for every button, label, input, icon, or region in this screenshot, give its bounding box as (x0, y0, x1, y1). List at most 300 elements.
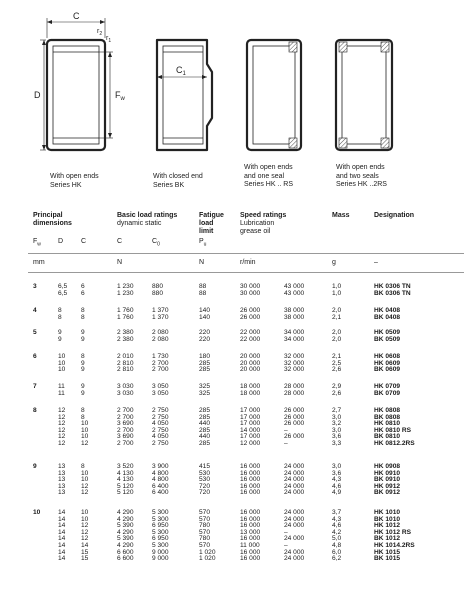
cell-pu: 720 (199, 482, 211, 490)
dim-label-fw: $F_w$ (115, 90, 125, 102)
cell-pu: 285 (199, 440, 211, 447)
cell-c-dynamic: 4 290 (117, 542, 134, 549)
cell-pu: 440 (199, 433, 211, 441)
cell-speed-oil: 26 000 (284, 413, 305, 421)
cell-designation: HK 1015 (374, 548, 401, 556)
cell-c-dynamic: 5 120 (117, 482, 134, 490)
cell-d: 14 (58, 522, 66, 530)
cell-c-dynamic: 5 390 (117, 522, 134, 530)
unit-speed: r/min (240, 259, 256, 266)
cell-mass: 1,0 (332, 283, 342, 290)
cell-c0-static: 4 800 (152, 469, 169, 477)
cell-c0-static: 1 730 (152, 353, 169, 360)
cell-d: 14 (58, 515, 66, 523)
cell-c0-static: 6 400 (152, 489, 169, 497)
cell-speed-grease: 17 000 (240, 433, 261, 441)
cell-designation: HK 0608 (374, 353, 401, 360)
cell-pu: 88 (199, 283, 207, 290)
cell-c-dynamic: 3 520 (117, 463, 134, 470)
cell-speed-grease: 17 000 (240, 420, 261, 428)
header-sym-fw: $F_w$ (33, 238, 41, 248)
cell-c0-static: 3 050 (152, 389, 169, 397)
cell-d: 6,5 (58, 283, 68, 290)
cell-designation: HK 0912 (374, 482, 401, 490)
cell-speed-oil: 24 000 (284, 482, 305, 490)
cell-mass: 3,6 (332, 469, 342, 477)
cell-fw: 9 (33, 463, 37, 470)
cell-speed-oil: 32 000 (284, 366, 305, 374)
cell-speed-oil: 24 000 (284, 463, 305, 470)
header-fatigue: Fatigue load limit (199, 212, 224, 235)
cell-fw: 6 (33, 353, 37, 360)
cell-c0-static: 2 750 (152, 426, 169, 434)
cell-c0-static: 5 300 (152, 509, 169, 516)
cell-designation: BK 0509 (374, 335, 401, 343)
cell-c0-static: 880 (152, 283, 164, 290)
header-sym-c-dyn: C (117, 238, 123, 245)
cell-c: 10 (81, 509, 89, 516)
unit-n-load: N (117, 259, 123, 266)
cell-pu: 140 (199, 313, 211, 321)
cell-designation: HK 1010 (374, 509, 401, 516)
drawing-hk-rs-one-seal (247, 40, 301, 150)
header-load-ratings: Basic load ratings (117, 212, 178, 219)
cell-pu: 1 020 (199, 555, 216, 563)
cell-fw: 7 (33, 383, 37, 390)
header-sym-pu: $P_u$ (199, 238, 207, 248)
cell-c0-static: 3 050 (152, 383, 169, 390)
cell-c: 8 (81, 307, 85, 314)
cell-mass: 4,6 (332, 522, 342, 530)
dim-label-r1: $r_1$ (106, 35, 112, 44)
cell-speed-grease: 30 000 (240, 289, 261, 297)
cell-c-dynamic: 5 120 (117, 489, 134, 497)
cell-speed-oil: 32 000 (284, 359, 305, 367)
cell-speed-oil: 24 000 (284, 469, 305, 477)
cell-speed-oil: 26 000 (284, 407, 305, 414)
cell-speed-grease: 16 000 (240, 548, 261, 556)
cell-c0-static: 6 950 (152, 535, 169, 543)
cell-d: 12 (58, 420, 66, 428)
cell-speed-oil: 32 000 (284, 353, 305, 360)
cell-speed-grease: 18 000 (240, 389, 261, 397)
cell-c: 9 (81, 389, 85, 397)
dim-label-d: D (34, 90, 41, 100)
header-sym-c: C (81, 238, 87, 245)
cell-c: 15 (81, 555, 89, 563)
cell-c-dynamic: 2 700 (117, 407, 134, 414)
cell-pu: 530 (199, 469, 211, 477)
cell-c0-static: 2 750 (152, 413, 169, 421)
bearing-drawings (0, 0, 476, 200)
cell-designation: HK 0812.2RS (374, 440, 415, 447)
cell-c: 12 (81, 528, 89, 536)
cell-c-dynamic: 6 600 (117, 555, 134, 563)
cell-speed-oil: 34 000 (284, 329, 305, 336)
cell-mass: 6,0 (332, 548, 342, 556)
caption-series-hk-rs: With open ends and one seal Series HK .. RS (244, 164, 294, 188)
cell-pu: 530 (199, 476, 211, 484)
cell-mass: 2,0 (332, 329, 342, 336)
cell-pu: 440 (199, 420, 211, 428)
cell-d: 12 (58, 433, 66, 441)
cell-pu: 285 (199, 359, 211, 367)
cell-pu: 285 (199, 426, 211, 434)
cell-speed-grease: 22 000 (240, 335, 261, 343)
caption-series-hk-2rs: With open ends and two seals Series HK ..2RS (336, 164, 387, 188)
cell-designation: BK 1015 (374, 555, 401, 563)
cell-c-dynamic: 2 700 (117, 426, 134, 434)
caption-series-bk: With closed end Series BK (153, 173, 203, 189)
cell-speed-grease: 20 000 (240, 366, 261, 374)
cell-mass: 4,3 (332, 515, 342, 523)
cell-designation: BK 0408 (374, 313, 401, 321)
unit-n-fatigue: N (199, 259, 205, 266)
header-speed-sub: Lubrication (240, 220, 275, 227)
cell-mass: 3,6 (332, 433, 342, 441)
cell-mass: 2,6 (332, 389, 342, 397)
cell-c-dynamic: 2 380 (117, 329, 134, 336)
cell-c: 8 (81, 313, 85, 321)
cell-pu: 570 (199, 528, 211, 536)
cell-mass: 5,0 (332, 535, 342, 543)
cell-speed-oil: 26 000 (284, 420, 305, 428)
cell-c0-static: 2 700 (152, 359, 169, 367)
cell-designation: BK 1010 (374, 515, 401, 523)
cell-d: 13 (58, 482, 66, 490)
cell-c: 9 (81, 383, 85, 390)
cell-speed-grease: 17 000 (240, 413, 261, 421)
cell-designation: HK 0910 (374, 469, 401, 477)
cell-c: 8 (81, 407, 85, 414)
cell-fw: 10 (33, 509, 41, 516)
cell-designation: BK 1012 (374, 535, 401, 543)
cell-designation: BK 0609 (374, 366, 401, 374)
cell-c: 9 (81, 329, 85, 336)
cell-mass: 2,6 (332, 366, 342, 374)
cell-c-dynamic: 1 760 (117, 313, 134, 321)
cell-d: 11 (58, 383, 65, 390)
cell-c: 15 (81, 548, 89, 556)
cell-c-dynamic: 2 810 (117, 366, 134, 374)
cell-designation: HK 0810 RS (374, 426, 412, 434)
cell-designation: HK 0306 TN (374, 283, 411, 290)
cell-speed-oil: 43 000 (284, 289, 305, 297)
cell-designation: BK 0912 (374, 489, 401, 497)
cell-c: 14 (81, 542, 89, 549)
cell-d: 14 (58, 555, 66, 563)
cell-pu: 570 (199, 515, 211, 523)
cell-speed-oil: 28 000 (284, 383, 305, 390)
cell-mass: 3,3 (332, 440, 342, 447)
cell-speed-grease: 16 000 (240, 482, 261, 490)
cell-designation: HK 0908 (374, 463, 401, 470)
cell-c-dynamic: 1 230 (117, 289, 134, 297)
cell-d: 14 (58, 548, 66, 556)
cell-c: 9 (81, 359, 85, 367)
cell-c-dynamic: 4 290 (117, 509, 134, 516)
cell-speed-grease: 16 000 (240, 555, 261, 563)
cell-mass: 2,7 (332, 407, 342, 414)
unit-mass: g (332, 259, 336, 266)
cell-designation: HK 1012 (374, 522, 401, 530)
cell-designation: HK 0709 (374, 383, 401, 390)
cell-speed-grease: 26 000 (240, 307, 261, 314)
cell-designation: BK 0808 (374, 413, 401, 421)
cell-speed-oil: – (284, 528, 288, 536)
cell-mass: 1,0 (332, 289, 342, 297)
cell-c0-static: 6 950 (152, 522, 169, 530)
cell-c0-static: 5 300 (152, 515, 169, 523)
cell-c: 10 (81, 515, 89, 523)
cell-d: 10 (58, 353, 66, 360)
cell-c-dynamic: 4 290 (117, 528, 134, 536)
cell-c-dynamic: 1 230 (117, 283, 134, 290)
unit-mm: mm (33, 259, 45, 266)
cell-c: 10 (81, 426, 89, 434)
cell-speed-grease: 16 000 (240, 489, 261, 497)
cell-c-dynamic: 2 380 (117, 335, 134, 343)
cell-pu: 325 (199, 383, 211, 390)
cell-c0-static: 2 750 (152, 440, 169, 447)
cell-c0-static: 5 300 (152, 542, 169, 549)
cell-mass: 3,0 (332, 463, 342, 470)
cell-d: 14 (58, 535, 66, 543)
cell-d: 12 (58, 440, 66, 447)
cell-fw: 4 (33, 307, 37, 314)
cell-designation: BK 0709 (374, 389, 401, 397)
cell-speed-oil: 24 000 (284, 515, 305, 523)
cell-c: 10 (81, 433, 89, 441)
cell-designation: BK 0306 TN (374, 289, 411, 297)
cell-designation: HK 1012 RS (374, 528, 412, 536)
header-sym-c0: $C_0$ (152, 238, 160, 248)
cell-c-dynamic: 2 700 (117, 413, 134, 421)
cell-d: 12 (58, 407, 66, 414)
divider-units (28, 272, 464, 273)
cell-c: 9 (81, 366, 85, 374)
drawing-hk-open-ends (40, 18, 113, 150)
header-principal: Principal dimensions (33, 212, 72, 227)
cell-speed-grease: 16 000 (240, 469, 261, 477)
cell-c: 12 (81, 535, 89, 543)
cell-speed-grease: 26 000 (240, 313, 261, 321)
cell-pu: 1 020 (199, 548, 216, 556)
dim-label-r2: $r_2$ (97, 28, 103, 37)
cell-speed-oil: 24 000 (284, 535, 305, 543)
cell-pu: 285 (199, 407, 211, 414)
cell-mass: 2,5 (332, 359, 342, 367)
header-speed: Speed ratings (240, 212, 287, 219)
cell-designation: HK 0509 (374, 329, 401, 336)
cell-fw: 8 (33, 407, 37, 414)
dim-label-c: C (73, 11, 80, 21)
cell-d: 11 (58, 389, 65, 397)
divider-header (28, 253, 464, 254)
cell-speed-oil: 24 000 (284, 555, 305, 563)
cell-speed-oil: 24 000 (284, 476, 305, 484)
cell-c-dynamic: 2 010 (117, 353, 134, 360)
cell-speed-oil: 38 000 (284, 307, 305, 314)
header-mass: Mass (332, 212, 350, 219)
cell-c: 10 (81, 420, 89, 428)
cell-pu: 415 (199, 463, 211, 470)
cell-c-dynamic: 3 690 (117, 433, 134, 441)
cell-c0-static: 6 400 (152, 482, 169, 490)
cell-c-dynamic: 2 810 (117, 359, 134, 367)
cell-speed-oil: 24 000 (284, 522, 305, 530)
drawing-hk-2rs-two-seals (336, 40, 392, 150)
cell-speed-grease: 30 000 (240, 283, 261, 290)
cell-designation: HK 0408 (374, 307, 401, 314)
cell-c-dynamic: 3 030 (117, 383, 134, 390)
cell-mass: 2,0 (332, 335, 342, 343)
cell-c-dynamic: 2 700 (117, 440, 134, 447)
cell-pu: 88 (199, 289, 207, 297)
cell-mass: 3,2 (332, 420, 342, 428)
cell-speed-oil: 34 000 (284, 335, 305, 343)
dim-label-c1: $C_1$ (176, 65, 186, 77)
cell-d: 13 (58, 469, 66, 477)
cell-c0-static: 9 000 (152, 548, 169, 556)
cell-d: 14 (58, 528, 66, 536)
header-speed-sub2: grease oil (240, 228, 271, 235)
cell-designation: HK 0810 (374, 420, 401, 428)
cell-c-dynamic: 4 130 (117, 469, 134, 477)
cell-speed-grease: 20 000 (240, 353, 261, 360)
cell-d: 13 (58, 463, 66, 470)
cell-speed-grease: 14 000 (240, 426, 261, 434)
cell-c: 6 (81, 283, 85, 290)
cell-c: 9 (81, 335, 85, 343)
cell-c: 10 (81, 469, 89, 477)
cell-d: 14 (58, 509, 66, 516)
cell-mass: 4,2 (332, 528, 342, 536)
cell-speed-grease: 22 000 (240, 329, 261, 336)
cell-pu: 570 (199, 542, 211, 549)
cell-c-dynamic: 6 600 (117, 548, 134, 556)
header-designation: Designation (374, 212, 415, 219)
cell-c0-static: 2 080 (152, 329, 169, 336)
drawing-bk-closed-end (157, 40, 212, 150)
cell-speed-oil: – (284, 440, 288, 447)
cell-c0-static: 880 (152, 289, 164, 297)
cell-speed-oil: 24 000 (284, 489, 305, 497)
cell-speed-oil: – (284, 426, 288, 434)
cell-designation: HK 0609 (374, 359, 401, 367)
cell-pu: 180 (199, 353, 211, 360)
cell-c0-static: 2 080 (152, 335, 169, 343)
cell-c: 8 (81, 463, 85, 470)
cell-c: 12 (81, 489, 89, 497)
cell-mass: 4,8 (332, 542, 342, 549)
cell-pu: 140 (199, 307, 211, 314)
cell-fw: 3 (33, 283, 37, 290)
cell-speed-grease: 20 000 (240, 359, 261, 367)
cell-speed-oil: 28 000 (284, 389, 305, 397)
cell-d: 14 (58, 542, 66, 549)
cell-speed-grease: 11 000 (240, 542, 260, 549)
cell-speed-grease: 17 000 (240, 407, 261, 414)
cell-speed-grease: 16 000 (240, 515, 261, 523)
cell-c0-static: 4 050 (152, 420, 169, 428)
cell-c: 12 (81, 440, 89, 447)
cell-c0-static: 5 300 (152, 528, 169, 536)
cell-speed-oil: – (284, 542, 288, 549)
cell-c: 12 (81, 482, 89, 490)
cell-d: 10 (58, 359, 66, 367)
cell-speed-grease: 16 000 (240, 535, 261, 543)
cell-pu: 780 (199, 535, 211, 543)
cell-mass: 2,9 (332, 383, 342, 390)
cell-c0-static: 2 700 (152, 366, 169, 374)
cell-c0-static: 2 750 (152, 407, 169, 414)
cell-mass: 2,0 (332, 307, 342, 314)
cell-designation: HK 1014.2RS (374, 542, 415, 549)
cell-c-dynamic: 4 130 (117, 476, 134, 484)
header-sym-d: D (58, 238, 64, 245)
cell-speed-grease: 16 000 (240, 522, 261, 530)
cell-fw: 5 (33, 329, 37, 336)
cell-c: 8 (81, 413, 85, 421)
cell-designation: BK 0910 (374, 476, 401, 484)
cell-speed-oil: 38 000 (284, 313, 305, 321)
unit-designation: – (374, 259, 378, 266)
cell-d: 9 (58, 329, 62, 336)
cell-pu: 285 (199, 413, 211, 421)
cell-speed-grease: 16 000 (240, 463, 261, 470)
cell-c0-static: 9 000 (152, 555, 169, 563)
cell-c-dynamic: 3 030 (117, 389, 134, 397)
cell-c0-static: 1 370 (152, 313, 169, 321)
cell-mass: 2,1 (332, 353, 342, 360)
cell-d: 6,5 (58, 289, 68, 297)
cell-c0-static: 4 800 (152, 476, 169, 484)
cell-pu: 720 (199, 489, 211, 497)
cell-c: 8 (81, 353, 85, 360)
cell-speed-grease: 18 000 (240, 383, 261, 390)
cell-mass: 3,0 (332, 426, 342, 434)
cell-speed-grease: 16 000 (240, 509, 261, 516)
cell-d: 8 (58, 313, 62, 321)
cell-designation: BK 0810 (374, 433, 401, 441)
cell-c-dynamic: 1 760 (117, 307, 134, 314)
cell-d: 10 (58, 366, 66, 374)
cell-c0-static: 1 370 (152, 307, 169, 314)
cell-pu: 570 (199, 509, 211, 516)
cell-speed-oil: 26 000 (284, 433, 305, 441)
cell-d: 12 (58, 413, 66, 421)
cell-mass: 4,3 (332, 476, 342, 484)
cell-c: 10 (81, 476, 89, 484)
cell-speed-grease: 12 000 (240, 440, 261, 447)
cell-mass: 2,1 (332, 313, 342, 321)
cell-mass: 4,6 (332, 482, 342, 490)
cell-mass: 4,9 (332, 489, 342, 497)
cell-mass: 3,0 (332, 413, 342, 421)
header-load-sub: dynamic static (117, 220, 162, 227)
cell-pu: 220 (199, 335, 211, 343)
cell-c: 6 (81, 289, 85, 297)
cell-pu: 325 (199, 389, 211, 397)
cell-d: 9 (58, 335, 62, 343)
cell-d: 12 (58, 426, 66, 434)
cell-c-dynamic: 4 290 (117, 515, 134, 523)
cell-c-dynamic: 3 690 (117, 420, 134, 428)
cell-designation: HK 0808 (374, 407, 401, 414)
cell-d: 13 (58, 476, 66, 484)
cell-c: 12 (81, 522, 89, 530)
